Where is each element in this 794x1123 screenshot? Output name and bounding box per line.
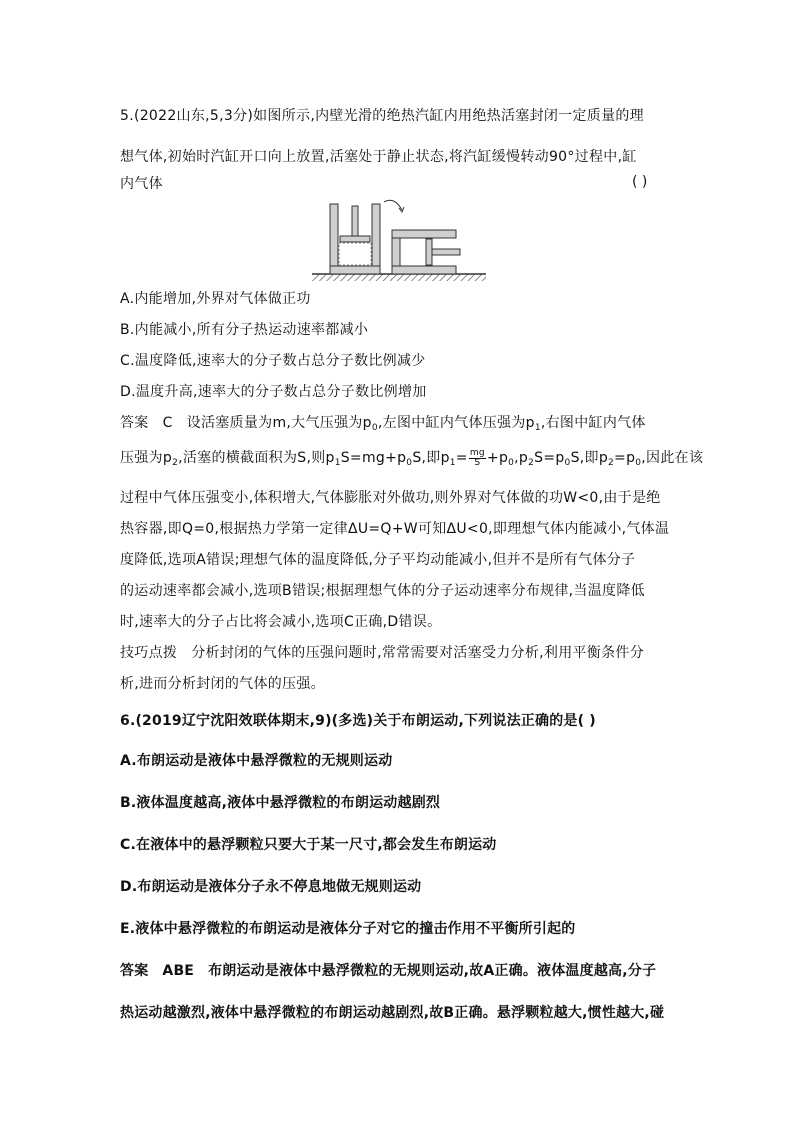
q5-answer-bracket: ( ) bbox=[632, 174, 648, 190]
q6-answer-line-1 bbox=[120, 961, 656, 981]
q5-answer-line-3: 过程中气体压强变小,体积增大,气体膨胀对外做功,则外界对气体做的功W<0,由于是绝 bbox=[120, 490, 661, 506]
subscript: 0 bbox=[564, 458, 571, 468]
fraction-numerator: mg bbox=[469, 447, 485, 458]
q5-answer-line-5: 度降低,选项A错误;理想气体的温度降低,分子平均动能减小,但并不是所有气体分子 bbox=[120, 552, 636, 568]
tip-line-2: 析,进而分析封闭的气体的压强。 bbox=[120, 676, 325, 692]
gas-region-upright bbox=[339, 243, 371, 265]
answer-choice: C bbox=[162, 415, 173, 431]
tip-label: 技巧点拨 bbox=[120, 645, 178, 661]
answer-text: ,p bbox=[514, 450, 529, 466]
q5-answer-line-1 bbox=[120, 413, 646, 438]
subscript: 0 bbox=[635, 458, 642, 468]
tip-text: 分析封闭的气体的压强问题时,常常需要对活塞受力分析,利用平衡条件分 bbox=[191, 645, 645, 661]
answer-text: S=p bbox=[534, 450, 565, 466]
subscript: 0 bbox=[406, 458, 413, 468]
q5-cylinder-figure bbox=[310, 198, 490, 284]
q5-option-a: A.内能增加,外界对气体做正功 bbox=[120, 291, 311, 307]
q5-answer-line-7: 时,速率大的分子占比将会减小,选项C正确,D错误。 bbox=[120, 614, 442, 630]
piston-rod-upright bbox=[352, 206, 358, 236]
rotated-cylinder bbox=[392, 230, 460, 274]
answer-text: S=mg+p bbox=[340, 450, 407, 466]
q5-answer-line-4: 热容器,即Q=0,根据热力学第一定律ΔU=Q+W可知ΔU<0,即理想气体内能减小,气体温 bbox=[120, 521, 670, 537]
fraction bbox=[469, 449, 486, 468]
q6-option-d: D.布朗运动是液体分子永不停息地做无规则运动 bbox=[120, 879, 422, 895]
answer-choice: ABE bbox=[162, 963, 195, 979]
piston-upright bbox=[340, 236, 370, 242]
q6-option-b: B.液体温度越高,液体中悬浮微粒的布朗运动越剧烈 bbox=[120, 795, 441, 811]
q6-option-e: E.液体中悬浮微粒的布朗运动是液体分子对它的撞击作用不平衡所引起的 bbox=[120, 921, 576, 937]
q6-option-a: A.布朗运动是液体中悬浮微粒的无规则运动 bbox=[120, 753, 393, 769]
q6-answer-line-2: 热运动越激烈,液体中悬浮微粒的布朗运动越剧烈,故B正确。悬浮颗粒越大,惯性越大,碰 bbox=[120, 1005, 665, 1021]
answer-text: ,活塞的横截面积为S,则p bbox=[178, 450, 335, 466]
fraction-denominator: S bbox=[474, 457, 481, 468]
answer-text: S,即p bbox=[570, 450, 609, 466]
answer-text: 布朗运动是液体中悬浮微粒的无规则运动,故A正确。液体温度越高,分子 bbox=[208, 963, 657, 979]
answer-label: 答案 bbox=[120, 415, 149, 431]
subscript: 0 bbox=[371, 423, 378, 433]
answer-text: ,因此在该 bbox=[641, 450, 704, 466]
answer-text: S,即p bbox=[412, 450, 450, 466]
q5-answer-line-6: 的运动速率都会减小,选项B错误;根据理想气体的分子运动速率分布规律,当温度降低 bbox=[120, 583, 645, 599]
answer-text: 设活塞质量为m,大气压强为p bbox=[186, 415, 372, 431]
upright-cylinder bbox=[330, 204, 380, 274]
q5-option-d: D.温度升高,速率大的分子数占总分子数比例增加 bbox=[120, 384, 427, 400]
piston-rod-rotated bbox=[432, 249, 460, 255]
q5-option-b: B.内能减小,所有分子热运动速率都减小 bbox=[120, 322, 369, 338]
q6-option-c: C.在液体中的悬浮颗粒只要大于某一尺寸,都会发生布朗运动 bbox=[120, 837, 497, 853]
answer-text: = bbox=[455, 450, 468, 466]
q5-stem-line-2: 想气体,初始时汽缸开口向上放置,活塞处于静止状态,将汽缸缓慢转动90°过程中,缸 bbox=[120, 149, 637, 165]
q5-stem-line-1: 5.(2022山东,5,3分)如图所示,内壁光滑的绝热汽缸内用绝热活塞封闭一定质量的理 bbox=[120, 108, 644, 124]
subscript: 0 bbox=[508, 458, 515, 468]
ground-hatching bbox=[312, 274, 486, 281]
answer-text: ,右图中缸内气体 bbox=[540, 415, 646, 431]
tip-line-1 bbox=[120, 643, 644, 663]
answer-label: 答案 bbox=[120, 963, 149, 979]
subscript: 1 bbox=[334, 458, 341, 468]
q5-option-c: C.温度降低,速率大的分子数占总分子数比例减少 bbox=[120, 353, 426, 369]
piston-rotated bbox=[426, 239, 432, 265]
answer-text: 压强为p bbox=[120, 450, 173, 466]
answer-text: ,左图中缸内气体压强为p bbox=[377, 415, 535, 431]
subscript: 2 bbox=[528, 458, 535, 468]
subscript: 1 bbox=[449, 458, 456, 468]
q5-answer-line-2 bbox=[120, 448, 703, 473]
answer-text: =p bbox=[614, 450, 636, 466]
answer-text: +p bbox=[486, 450, 509, 466]
subscript: 2 bbox=[608, 458, 615, 468]
q5-stem-line-3: 内气体 bbox=[120, 176, 163, 192]
subscript: 2 bbox=[172, 458, 179, 468]
q6-stem: 6.(2019辽宁沈阳效联体期末,9)(多选)关于布朗运动,下列说法正确的是( ) bbox=[120, 713, 596, 729]
subscript: 1 bbox=[534, 423, 541, 433]
